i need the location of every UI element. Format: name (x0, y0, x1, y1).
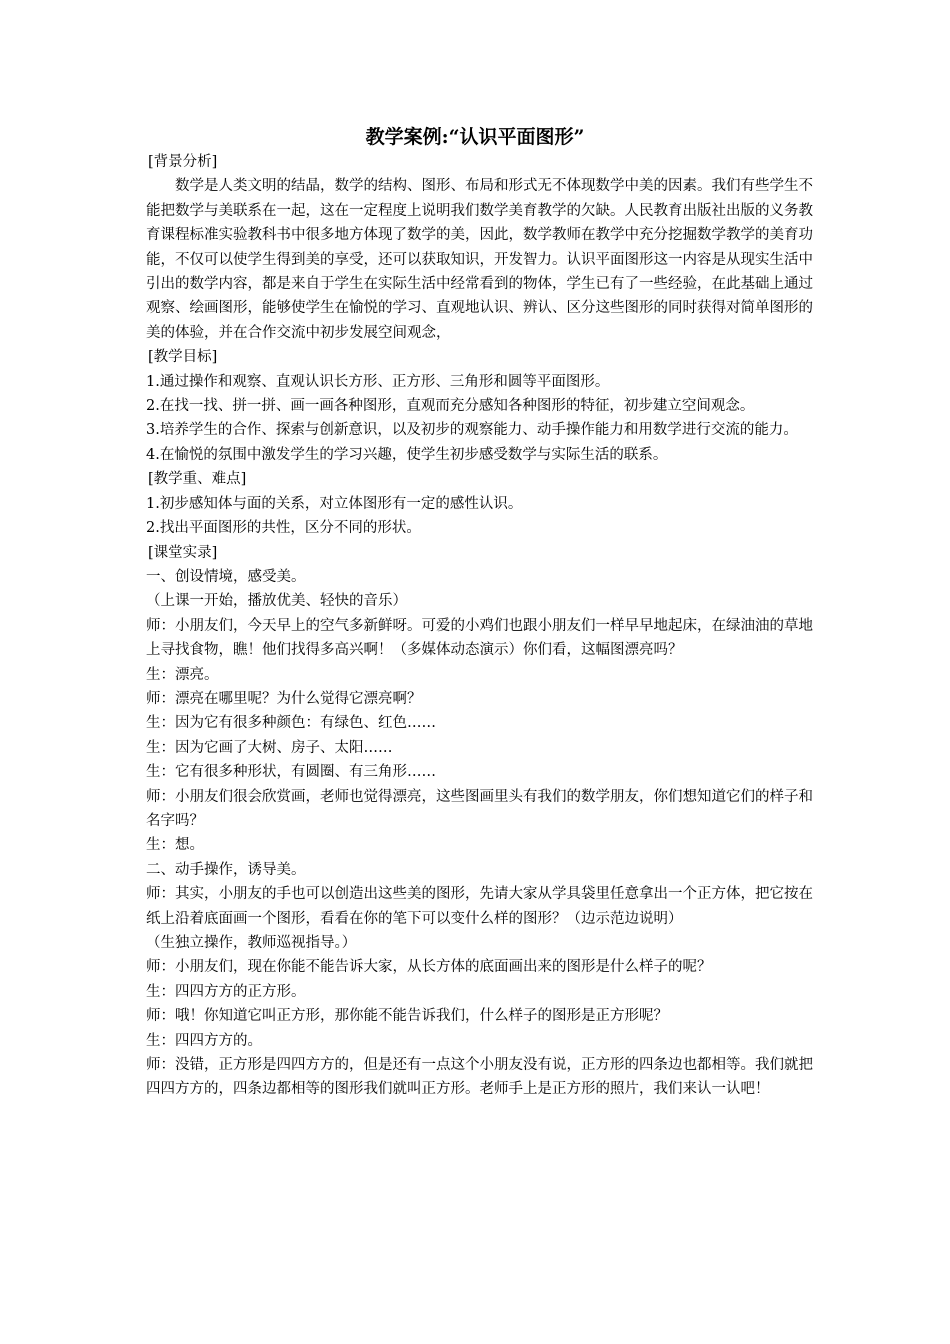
paragraph: 师：其实，小朋友的手也可以创造出这些美的图形，先请大家从学具袋里任意拿出一个正方体，把它按在纸上沿着底面画一个图形，看看在你的笔下可以变什么样的图形？（边示范边说明） (146, 886, 813, 927)
document-title: 教学案例:“认识平面图形” (365, 126, 585, 148)
paragraph: 师：小朋友们很会欣赏画，老师也觉得漂亮，这些图画里头有我们的数学朋友，你们想知道它们的样子和名字吗？ (146, 788, 813, 829)
paragraph: 生：四四方方的正方形。 (146, 983, 306, 1000)
paragraph: 二、动手操作，诱导美。 (146, 861, 306, 878)
section-heading: [教学目标] (148, 349, 218, 366)
paragraph: 生：因为它有很多种颜色：有绿色、红色…… (146, 715, 436, 732)
section-heading: [背景分析] (148, 154, 218, 170)
paragraph: 生：它有很多种形状，有圆圈、有三角形…… (146, 764, 436, 781)
section-heading: [课堂实录] (148, 544, 218, 561)
paragraph: 师：漂亮在哪里呢？为什么觉得它漂亮啊？ (146, 690, 422, 707)
paragraph: 生：想。 (146, 837, 204, 854)
paragraph: （上课一开始，播放优美、轻快的音乐） (146, 593, 407, 610)
paragraph: 2.在找一找、拼一拼、画一画各种图形，直观而充分感知各种图形的特征，初步建立空间观念。 (146, 398, 755, 415)
paragraph: 师：小朋友们，现在你能不能告诉大家，从长方体的底面画出来的图形是什么样子的呢？ (146, 959, 712, 976)
paragraph: 1.通过操作和观察、直观认识长方形、正方形、三角形和圆等平面图形。 (146, 373, 610, 390)
paragraph: 生：四四方方的。 (146, 1032, 262, 1049)
document-body (146, 150, 822, 1102)
paragraph: （生独立操作，教师巡视指导。） (146, 935, 357, 951)
paragraph: 一、创设情境，感受美。 (146, 568, 306, 585)
paragraph: 2.找出平面图形的共性，区分不同的形状。 (146, 520, 421, 537)
paragraph: 生：漂亮。 (146, 666, 219, 683)
paragraph: 师：没错，正方形是四四方方的，但是还有一点这个小朋友没有说，正方形的四条边也都相等。我们就把四四方方的，四条边都相等的图形我们就叫正方形。老师手上是正方形的照片，我们来认一认吧！ (146, 1057, 813, 1098)
paragraph: 师：哦！你知道它叫正方形，那你能不能告诉我们，什么样子的图形是正方形呢？ (146, 1008, 668, 1025)
paragraph: 生：因为它画了大树、房子、太阳…… (146, 739, 393, 756)
paragraph: 数学是人类文明的结晶，数学的结构、图形、布局和形式无不体现数学中美的因素。我们有些学生不能把数学与美联系在一起，这在一定程度上说明我们数学美育教学的欠缺。人民教育出版社出版的义务教育课程标准实验教科书中很多地方体现了数学的美，因此，数学教师在教学中充分挖掘数学教学的美育功能，不仅可以使学生得到美的享受，还可以获取知识，开发智力。认识平面图形这一内容是从现实生活中引出的数学内容，都是来自于学生在实际生活中经常看到的物体，学生已有了一些经验，在此基础上通过观察、绘画图形，能够使学生在愉悦的学习、直观地认识、辨认、区分这些图形的同时获得对简单图形的美的体验，并在合作交流中初步发展空间观念， (146, 178, 813, 341)
paragraph: 1.初步感知体与面的关系，对立体图形有一定的感性认识。 (146, 495, 523, 512)
section-heading: [教学重、难点] (148, 471, 247, 488)
paragraph: 3.培养学生的合作、探索与创新意识，以及初步的观察能力、动手操作能力和用数学进行交流的能力。 (146, 422, 798, 439)
paragraph: 师：小朋友们，今天早上的空气多新鲜呀。可爱的小鸡们也跟小朋友们一样早早地起床，在绿油油的草地上寻找食物，瞧！他们找得多高兴啊！（多媒体动态演示）你们看，这幅图漂亮吗？ (146, 617, 813, 659)
paragraph: 4.在愉悦的氛围中激发学生的学习兴趣，使学生初步感受数学与实际生活的联系。 (146, 446, 668, 463)
